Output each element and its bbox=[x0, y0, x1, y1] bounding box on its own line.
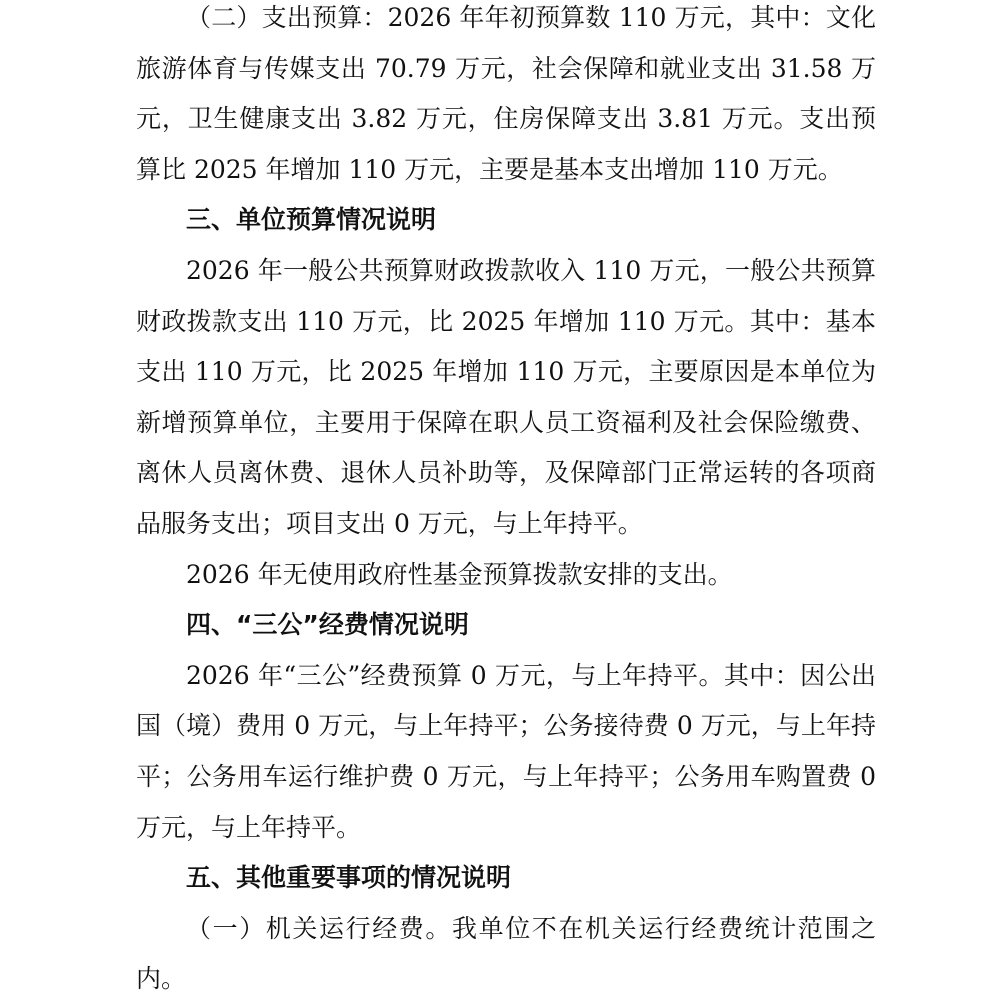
paragraph-three-public-expenses: 2026 年“三公”经费预算 0 万元，与上年持平。其中：因公出国（境）费用 0 万元，与上年持平；公务接待费 0 万元，与上年持平；公务用车运行维护费 0 万元，与上年持平；公务用车购置费 0 万元，与上年持平。 bbox=[136, 660, 876, 842]
paragraph-general-public-budget: 2026 年一般公共预算财政拨款收入 110 万元，一般公共预算财政拨款支出 110 万元，比 2025 年增加 110 万元。其中：基本支出 110 万元，比 2025 年增加 110 万元，主要原因是本单位为新增预算单位，主要用于保障在职人员工资福利及社会保险缴费、离休人员离休费、退休人员补助等，及保障部门正常运转的各项商品服务支出；项目支出 0 万元，与上年持平。 bbox=[136, 255, 876, 538]
section-heading-unit-budget: 三、单位预算情况说明 bbox=[186, 205, 437, 235]
paragraph-operating-expenses: （一）机关运行经费。我单位不在机关运行经费统计范围之内。 bbox=[136, 913, 876, 994]
document-body bbox=[136, 0, 876, 1005]
section-heading-other-matters: 五、其他重要事项的情况说明 bbox=[186, 863, 512, 893]
paragraph-expenditure-budget: （二）支出预算：2026 年年初预算数 110 万元，其中：文化旅游体育与传媒支出 70.79 万元，社会保障和就业支出 31.58 万元，卫生健康支出 3.82 万元，住房保障支出 3.81 万元。支出预算比 2025 年增加 110 万元，主要是基本支出增加 110 万元。 bbox=[136, 3, 876, 184]
paragraph-government-fund-budget: 2026 年无使用政府性基金预算拨款安排的支出。 bbox=[186, 559, 733, 589]
section-heading-three-public-expenses: 四、“三公”经费情况说明 bbox=[186, 610, 469, 640]
